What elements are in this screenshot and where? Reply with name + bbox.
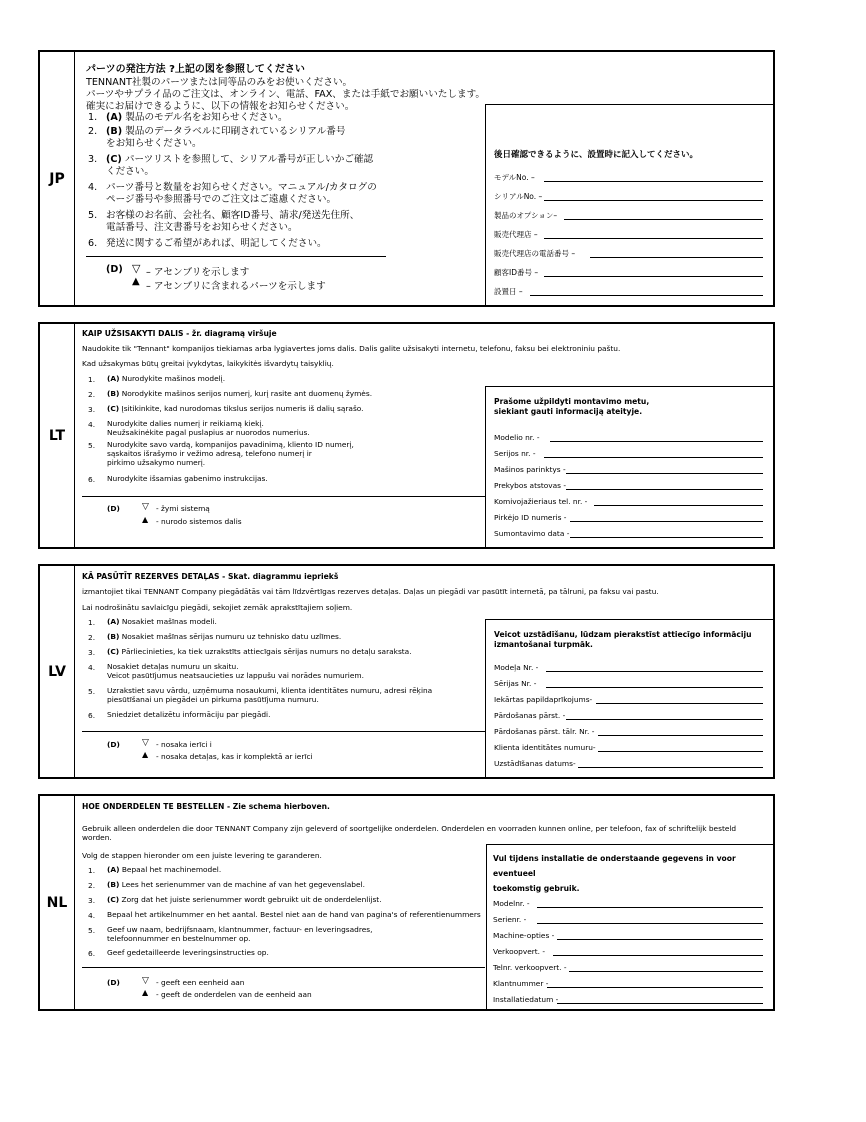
record-heading: Veicot uzstādīšanu, lūdzam pierakstīst attiecīgo informāciju izmantošanai turpmāk. <box>494 630 752 650</box>
part-icon: ▲ <box>132 276 140 287</box>
item-text: Zorg dat het juiste serienummer wordt gebruikt uit de onderdelenlijst. <box>119 895 382 904</box>
instruction-item: Nurodykite savo vardą, kompanijos pavadinimą, kliento ID numerį, sąskaitos išrašymo ir vežimo adresą, telefono numerį ir pirkimo užsakymo numerį. <box>107 440 354 467</box>
record-field-line[interactable] <box>598 751 763 752</box>
item-text: Įsitikinkite, kad nurodomas tikslus serijos numeris iš dalių sąrašo. <box>119 404 364 413</box>
record-field-line[interactable] <box>544 238 763 239</box>
record-field-label: Installatiedatum - <box>493 995 559 1004</box>
record-field-label: Pirkėjo ID numeris - <box>494 513 567 522</box>
item-number: 2. <box>88 881 96 890</box>
legend-part: - nosaka detaļas, kas ir komplektā ar ierīci <box>156 752 313 761</box>
item-number: 5. <box>88 210 98 221</box>
record-field-line[interactable] <box>564 219 763 220</box>
item-text: Nurodykite mašinos modelį. <box>119 374 226 383</box>
legend-part: - nurodo sistemos dalis <box>156 517 242 526</box>
item-key: (B) <box>106 126 123 137</box>
instruction-item: Uzrakstiet savu vārdu, uzņēmuma nosaukumi, klienta identitātes numuru, adresi rēķina piesūtīšanai un piegādei un pirkuma pasūtījuma numuru. <box>107 686 433 704</box>
instruction-item <box>106 154 373 177</box>
installation-record <box>485 386 773 547</box>
item-number: 5. <box>88 687 96 696</box>
part-icon: ▲ <box>142 515 149 524</box>
record-field-line[interactable] <box>553 955 763 956</box>
part-icon: ▲ <box>142 750 149 759</box>
instruction-item <box>107 390 372 399</box>
record-field-label: 製品のオプション– <box>494 211 558 220</box>
record-field-label: Machine-opties - <box>493 931 555 940</box>
record-heading: Vul tijdens installatie de onderstaande gegevens in voor eventueel toekomstig gebruik. <box>493 854 736 894</box>
intro-line: Lai nodrošinātu savlaicīgu piegādi, sekojiet zemāk aprakstītajiem soļiem. <box>82 603 353 612</box>
record-field-label: Modelnr. - <box>493 899 530 908</box>
record-field-label: 顧客ID番号 – <box>494 268 539 277</box>
item-text: パーツリストを参照して、シリアル番号が正しいかご確認 ください。 <box>106 154 374 177</box>
section-title: KAIP UŽSISAKYTI DALIS - žr. diagramą viršuje <box>82 329 277 338</box>
record-heading: 後日確認できるように、設置時に記入してください。 <box>494 150 699 160</box>
record-field-line[interactable] <box>546 687 763 688</box>
record-field-label: Iekārtas papildaprīkojums- <box>494 695 593 704</box>
record-field-label: 販売代理店 – <box>494 230 538 239</box>
instruction-item <box>107 866 221 875</box>
record-field-line[interactable] <box>530 295 763 296</box>
record-field-line[interactable] <box>566 489 763 490</box>
item-number: 2. <box>88 633 96 642</box>
instruction-item <box>107 375 225 384</box>
intro-line: TENNANT社製のパーツまたは同等品のみをお使いください。 <box>86 77 353 88</box>
instruction-item <box>106 126 345 149</box>
record-field-label: Modeļa Nr. - <box>494 663 539 672</box>
assembly-icon: ▽ <box>142 976 149 986</box>
installation-record <box>485 104 773 305</box>
record-field-line[interactable] <box>590 257 763 258</box>
legend-key: (D) <box>107 740 120 749</box>
legend-assembly: - žymi sistemą <box>156 504 210 513</box>
record-field-label: モデルNo. – <box>494 173 535 182</box>
item-key: (A) <box>107 617 120 626</box>
language-code: LV <box>40 566 75 777</box>
section-jp <box>38 50 775 307</box>
item-text: 製品のデータラベルに印刷されているシリアル番号 をお知らせください。 <box>106 126 346 149</box>
record-field-label: Prekybos atstovas - <box>494 481 567 490</box>
record-field-label: Komivojažieriaus tel. nr. - <box>494 497 588 506</box>
section-title: パーツの発注方法 ?上記の図を参照してください <box>86 64 305 75</box>
assembly-icon: ▽ <box>142 502 149 512</box>
item-text: 製品のモデル名をお知らせください。 <box>122 112 288 123</box>
record-field-label: Serijos nr. - <box>494 449 536 458</box>
legend-key: (D) <box>107 504 120 513</box>
instruction-item: Geef gedetailleerde leveringsinstructies op. <box>107 948 269 957</box>
record-field-label: Klienta identitātes numuru- <box>494 743 596 752</box>
section-title: HOE ONDERDELEN TE BESTELLEN - Zie schema hierboven. <box>82 802 330 811</box>
record-field-label: Telnr. verkoopvert. - <box>493 963 567 972</box>
record-heading: Prašome užpildyti montavimo metu, siekiant gauti informaciją ateityje. <box>494 397 650 417</box>
intro-line: Volg de stappen hieronder om een juiste levering te garanderen. <box>82 851 322 860</box>
item-number: 1. <box>88 112 98 123</box>
record-field-line[interactable] <box>544 457 763 458</box>
record-field-label: Sumontavimo data - <box>494 529 570 538</box>
record-field-line[interactable] <box>596 703 763 704</box>
item-number: 4. <box>88 663 96 672</box>
legend-part: - geeft de onderdelen van de eenheid aan <box>156 990 312 999</box>
record-field-line[interactable] <box>566 473 763 474</box>
instruction-item: お客様のお名前、会社名、顧客ID番号、請求/発送先住所、 電話番号、注文書番号をお知らせください。 <box>106 210 360 233</box>
item-key: (B) <box>107 632 120 641</box>
part-icon: ▲ <box>142 988 149 997</box>
item-key: (C) <box>107 895 120 904</box>
instruction-item: Sniedziet detalizētu informāciju par piegādi. <box>107 710 271 719</box>
instruction-item: Nurodykite išsamias gabenimo instrukcijas. <box>107 474 268 483</box>
divider <box>82 731 485 732</box>
item-key: (C) <box>107 647 120 656</box>
item-text: Nosakiet mašīnas sērijas numuru uz tehnisko datu uzlīmes. <box>119 632 342 641</box>
instruction-item <box>107 648 412 657</box>
item-text: Norodykite mašinos serijos numerį, kurį rasite ant duomenų žymės. <box>119 389 373 398</box>
record-field-line[interactable] <box>546 671 763 672</box>
instruction-item <box>106 112 288 124</box>
item-key: (A) <box>107 374 120 383</box>
item-number: 4. <box>88 182 98 193</box>
record-field-line[interactable] <box>557 939 763 940</box>
instruction-item: Nosakiet detaļas numuru un skaitu. Veicot pasūtījumus neatsaucieties uz lappušu vai norādes numuriem. <box>107 662 364 680</box>
divider <box>82 967 485 968</box>
record-field-label: Uzstādīšanas datums- <box>494 759 576 768</box>
record-field-line[interactable] <box>544 181 763 182</box>
item-key: (C) <box>106 154 122 165</box>
intro-line: Kad užsakymas būtų greitai įvykdytas, laikykitės išvardytų taisyklių. <box>82 359 334 368</box>
item-text: Nosakiet mašīnas modeli. <box>119 617 217 626</box>
record-field-label: 販売代理店の電話番号 – <box>494 249 576 258</box>
item-number: 3. <box>88 648 96 657</box>
item-number: 5. <box>88 441 96 450</box>
language-code: JP <box>40 52 75 305</box>
intro-line: パーツやサプライ品のご注文は、オンライン、電話、FAX、または手紙でお願いいたします。 <box>86 89 486 100</box>
record-field-label: Modelio nr. - <box>494 433 540 442</box>
record-field-label: 設置日 – <box>494 287 523 296</box>
record-field-line[interactable] <box>544 276 763 277</box>
record-field-label: Verkoopvert. - <box>493 947 546 956</box>
instruction-item: パーツ番号と数量をお知らせください。マニュアル/カタログの ページ番号や参照番号でのご注文はご遠慮ください。 <box>106 182 377 205</box>
legend-assembly: - nosaka ierīci i <box>156 740 212 749</box>
record-field-label: Mašinos parinktys - <box>494 465 566 474</box>
instruction-item: Nurodykite dalies numerį ir reikiamą kiekį. Neužsakinėkite pagal puslapius ar nuorodos numerius. <box>107 419 310 437</box>
intro-line: 確実にお届けできるように、以下の情報をお知らせください。 <box>86 101 355 112</box>
record-field-line[interactable] <box>550 441 763 442</box>
record-field-line[interactable] <box>570 521 763 522</box>
legend-key: (D) <box>107 978 120 987</box>
item-number: 6. <box>88 238 98 249</box>
record-field-line[interactable] <box>569 971 763 972</box>
intro-line: Gebruik alleen onderdelen die door TENNANT Company zijn geleverd of soortgelijke onderdelen. Onderdelen en voorraden kunnen online, per telefoon, fax of schriftelijk besteld worden. <box>82 824 737 842</box>
installation-record <box>486 844 773 1009</box>
item-number: 6. <box>88 949 96 958</box>
assembly-icon: ▽ <box>142 738 149 748</box>
item-number: 6. <box>88 711 96 720</box>
record-field-line[interactable] <box>547 987 763 988</box>
item-number: 1. <box>88 375 96 384</box>
legend-key: (D) <box>106 264 123 275</box>
record-field-line[interactable] <box>544 200 763 201</box>
item-number: 1. <box>88 618 96 627</box>
instruction-item <box>107 633 341 642</box>
language-code: LT <box>40 324 75 547</box>
item-text: Bepaal het machinemodel. <box>119 865 222 874</box>
instruction-item <box>107 896 382 905</box>
record-field-line[interactable] <box>598 735 763 736</box>
record-field-label: Pārdošanas pārst. - <box>494 711 566 720</box>
legend-assembly: - geeft een eenheid aan <box>156 978 245 987</box>
item-key: (C) <box>107 404 120 413</box>
item-text: Lees het serienummer van de machine af van het gegevenslabel. <box>119 880 365 889</box>
item-number: 4. <box>88 911 96 920</box>
item-key: (A) <box>107 865 120 874</box>
record-field-label: シリアルNo. – <box>494 192 543 201</box>
intro-line: izmantojiet tikai TENNANT Company piegādātās vai tām līdzvērtīgas rezerves detaļas. Daļas un piegādi var pasūtīt internetā, pa tālruni, pa faksu vai pastu. <box>82 587 659 596</box>
item-key: (A) <box>106 112 123 123</box>
divider <box>86 256 386 257</box>
item-key: (B) <box>107 389 120 398</box>
section-title: KĀ PASŪTĪT REZERVES DETAĻAS - Skat. diagrammu iepriekš <box>82 572 339 581</box>
section-lt <box>38 322 775 549</box>
record-field-line[interactable] <box>566 719 763 720</box>
language-code: NL <box>40 796 75 1009</box>
instruction-item <box>107 618 217 627</box>
assembly-icon: ▽ <box>132 262 141 275</box>
item-number: 6. <box>88 475 96 484</box>
record-field-line[interactable] <box>594 505 763 506</box>
section-nl <box>38 794 775 1011</box>
record-field-label: Serienr. - <box>493 915 527 924</box>
record-field-label: Sērijas Nr. - <box>494 679 537 688</box>
item-key: (B) <box>107 880 120 889</box>
record-field-label: Klantnummer - <box>493 979 549 988</box>
section-lv <box>38 564 775 779</box>
record-field-line[interactable] <box>537 907 763 908</box>
record-field-line[interactable] <box>570 537 763 538</box>
record-field-line[interactable] <box>578 767 763 768</box>
record-field-line[interactable] <box>537 923 763 924</box>
legend-assembly: – アセンブリを示します <box>146 267 250 278</box>
item-number: 5. <box>88 926 96 935</box>
item-number: 2. <box>88 126 98 137</box>
instruction-item: Bepaal het artikelnummer en het aantal. Bestel niet aan de hand van pagina's of referentienummers <box>107 910 481 919</box>
item-number: 4. <box>88 420 96 429</box>
item-number: 3. <box>88 405 96 414</box>
item-number: 1. <box>88 866 96 875</box>
installation-record <box>485 619 773 777</box>
intro-line: Naudokite tik "Tennant" kompanijos tiekiamas arba lygiavertes joms dalis. Dalis galite užsisakyti internetu, telefonu, faksu bei elektroniniu paštu. <box>82 344 621 353</box>
divider <box>82 496 485 497</box>
item-number: 3. <box>88 154 98 165</box>
instruction-item <box>107 881 365 890</box>
instruction-item: Geef uw naam, bedrijfsnaam, klantnummer, factuur- en leveringsadres, telefoonnummer en bestelnummer op. <box>107 925 373 943</box>
instruction-item: 発送に関するご希望があれば、明記してください。 <box>106 238 327 249</box>
instruction-item <box>107 405 364 414</box>
record-field-label: Pārdošanas pārst. tālr. Nr. - <box>494 727 595 736</box>
item-number: 2. <box>88 390 96 399</box>
item-text: Pārliecinieties, ka tiek uzrakstīts attiecīgais sērijas numurs no detaļu saraksta. <box>119 647 412 656</box>
legend-part: – アセンブリに含まれるパーツを示します <box>146 281 326 292</box>
record-field-line[interactable] <box>557 1003 763 1004</box>
item-number: 3. <box>88 896 96 905</box>
